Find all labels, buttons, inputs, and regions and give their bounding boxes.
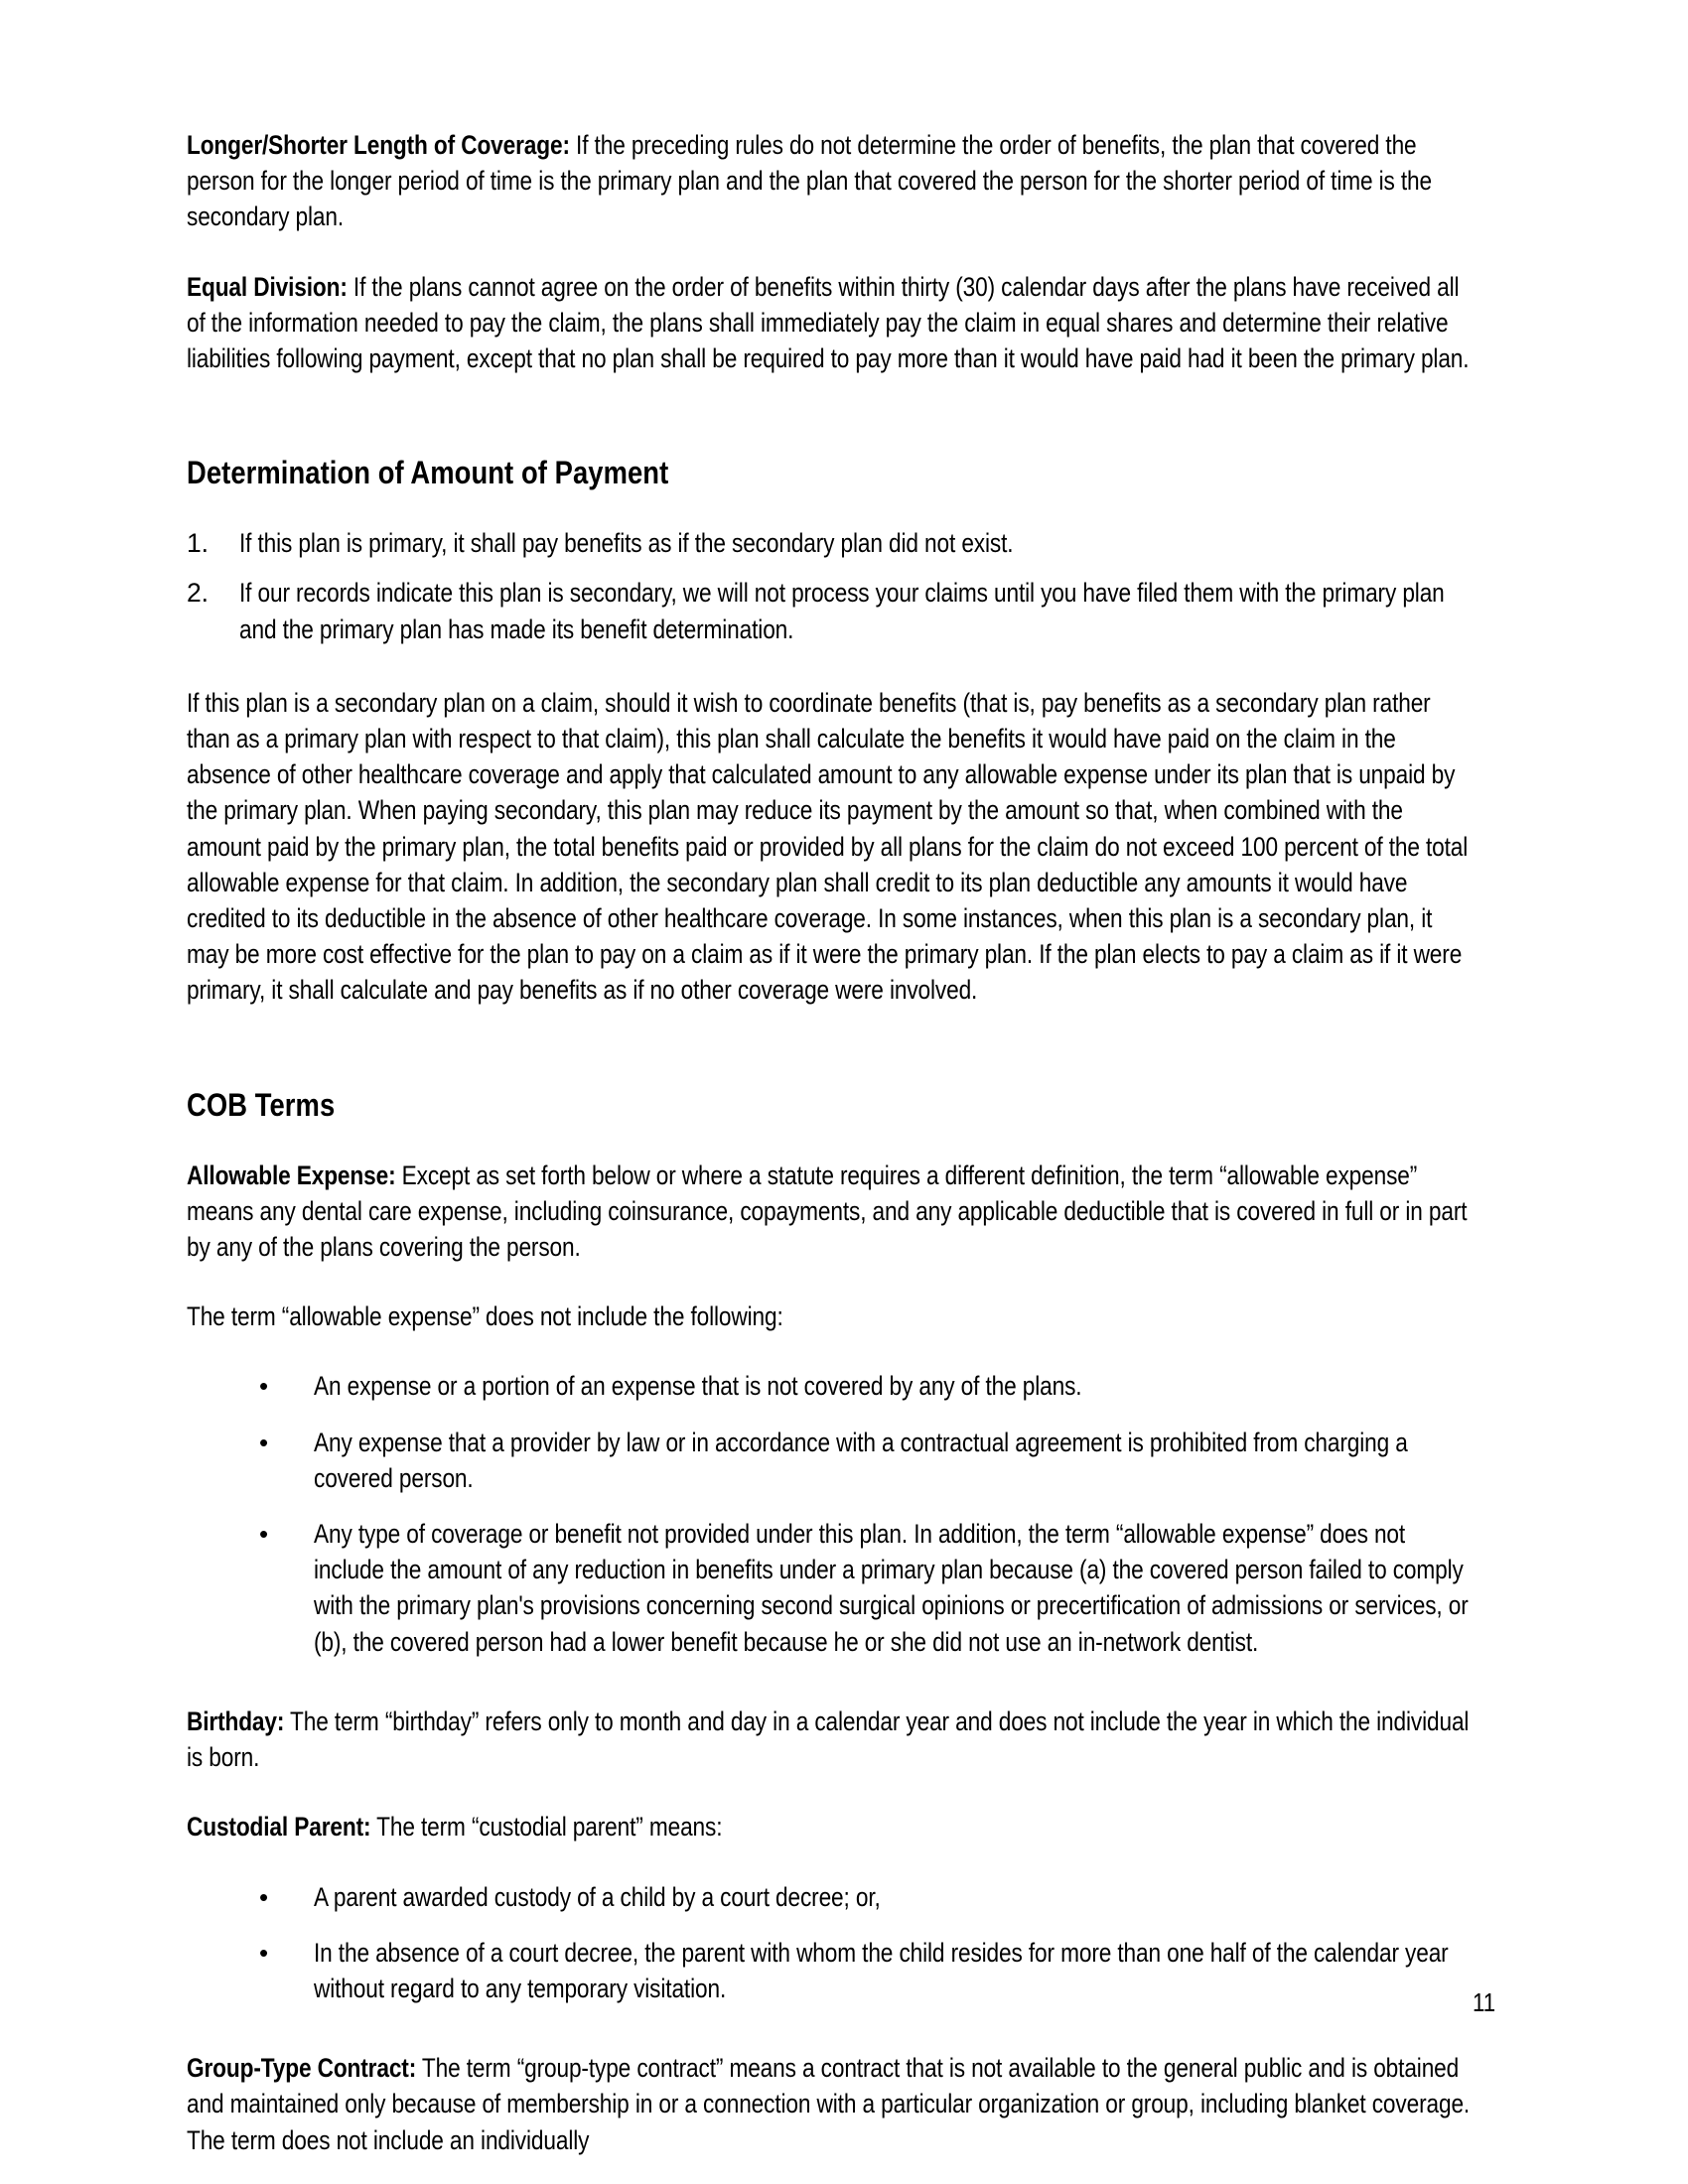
paragraph-custodial-parent	[187, 1809, 1473, 1844]
spacer	[187, 1334, 1473, 1368]
bullet-icon: •	[259, 1937, 268, 1968]
term-body-equal-division: If the plans cannot agree on the order of benefits within thirty (30) calendar days after the plans have received all of the information needed to pay the claim, the plans shall immediately pay the claim in equal shares and determine their relative liabilities following payment, except that no plan shall be required to pay more than it would have paid had it been the primary plan.	[187, 271, 1470, 374]
spacer	[187, 1009, 1473, 1086]
list-marker: 2.	[187, 578, 209, 609]
list-item-text: In the absence of a court decree, the parent with whom the child resides for more than one half of the calendar year without regard to any temporary visitation.	[314, 1937, 1449, 2003]
list-item	[187, 1368, 1473, 1404]
list-marker: 1.	[187, 528, 209, 559]
term-body-group-type-contract: The term “group-type contract” means a contract that is not available to the general public and is obtained and maintained only because of membership in or a connection with a particular organization or group, including blanket coverage. The term does not include an individually	[187, 2053, 1471, 2155]
list-item-text: An expense or a portion of an expense that is not covered by any of the plans.	[314, 1371, 1082, 1402]
list-item	[187, 1935, 1473, 2006]
heading-cob-terms: COB Terms	[187, 1086, 336, 1123]
paragraph-longer-shorter-length-of-coverage	[187, 127, 1473, 235]
term-label-group-type-contract: Group-Type Contract:	[187, 2053, 417, 2084]
spacer	[187, 491, 1473, 525]
list-item-text: Any type of coverage or benefit not provided under this plan. In addition, the term “allowable expense” does not include the amount of any reduction in benefits under a primary plan because (a) the covered person failed to comply with the primary plan's provisions concerning second surgical opinions or precertification of admissions or services, or (b), the covered person had a lower benefit because he or she did not use an in-network dentist.	[314, 1519, 1469, 1657]
term-body-custodial-parent: The term “custodial parent” means:	[370, 1812, 723, 1843]
bullet-icon: •	[259, 1371, 268, 1402]
spacer	[187, 1680, 1473, 1704]
list-item	[187, 1879, 1473, 1915]
list-item-text: If this plan is primary, it shall pay benefits as if the secondary plan did not exist.	[239, 528, 1014, 559]
list-item-text: If our records indicate this plan is secondary, we will not process your claims until you have filed them with the primary plan and the primary plan has made its benefit determination.	[239, 578, 1445, 644]
term-label-longer-shorter-length-of-coverage: Longer/Shorter Length of Coverage:	[187, 130, 570, 160]
spacer	[187, 1845, 1473, 1879]
term-body-longer-shorter-length-of-coverage: If the preceding rules do not determine the order of benefits, the plan that covered the person for the longer period of time is the primary plan and the plan that covered the person for the shorter period of time is the secondary plan.	[187, 130, 1432, 232]
list-item	[187, 1425, 1473, 1496]
spacer	[187, 661, 1473, 685]
spacer	[187, 235, 1473, 269]
list-item	[187, 575, 1473, 646]
spacer	[187, 1775, 1473, 1809]
page-number: 11	[1473, 1987, 1496, 2017]
bullet-icon: •	[259, 1519, 268, 1550]
paragraph-secondary-plan-coordination: If this plan is a secondary plan on a claim, should it wish to coordinate benefits (that is, pay benefits as a secondary plan rather than as a primary plan with respect to that claim), this plan shall calculate the benefits it would have paid on the claim in the absence of other healthcare coverage and apply that calculated amount to any allowable expense under its plan that is unpaid by the primary plan. When paying secondary, this plan may reduce its payment by the amount so that, when combined with the amount paid by the primary plan, the total benefits paid or provided by all plans for the claim do not exceed 100 percent of the total allowable expense for that claim. In addition, the secondary plan shall credit to its plan deductible any amounts it would have credited to its deductible in the absence of other healthcare coverage. In some instances, when this plan is a secondary plan, it may be more cost effective for the plan to pay on a claim as if it were the primary plan. If the plan elects to pay a claim as if it were primary, it shall calculate and pay benefits as if no other coverage were involved.	[187, 687, 1469, 1006]
term-label-equal-division: Equal Division:	[187, 271, 348, 302]
spacer	[187, 1124, 1473, 1158]
list-item	[187, 525, 1473, 561]
bullet-list-custodial-parent	[187, 1879, 1473, 2007]
spacer	[187, 1265, 1473, 1298]
bullet-icon: •	[259, 1427, 268, 1457]
paragraph-allowable-expense	[187, 1158, 1473, 1266]
term-label-custodial-parent: Custodial Parent:	[187, 1812, 371, 1843]
term-label-allowable-expense: Allowable Expense:	[187, 1160, 396, 1190]
paragraph-group-type-contract	[187, 2050, 1473, 2158]
page-content	[187, 127, 1473, 2158]
list-item-text: A parent awarded custody of a child by a court decree; or,	[314, 1881, 881, 1912]
spacer	[187, 376, 1473, 454]
heading-determination-of-amount-of-payment: Determination of Amount of Payment	[187, 455, 669, 491]
paragraph-equal-division	[187, 269, 1473, 377]
list-item-text: Any expense that a provider by law or in accordance with a contractual agreement is prohibited from charging a covered person.	[314, 1427, 1408, 1493]
bullet-icon: •	[259, 1881, 268, 1912]
paragraph-birthday	[187, 1704, 1473, 1775]
spacer	[187, 2026, 1473, 2050]
bullet-list-allowable-expense-exclusions	[187, 1368, 1473, 1659]
term-body-allowable-expense: Except as set forth below or where a statute requires a different definition, the term “allowable expense” means any dental care expense, including coinsurance, copayments, and any applicable deductible that is covered in full or in part by any of the plans covering the person.	[187, 1160, 1468, 1263]
term-label-birthday: Birthday:	[187, 1706, 285, 1736]
numbered-list-determination	[187, 525, 1473, 647]
term-body-birthday: The term “birthday” refers only to month and day in a calendar year and does not include the year in which the individual is born.	[187, 1706, 1470, 1773]
paragraph-allowable-expense-exclusions-intro: The term “allowable expense” does not include the following:	[187, 1301, 783, 1332]
list-item	[187, 1516, 1473, 1660]
